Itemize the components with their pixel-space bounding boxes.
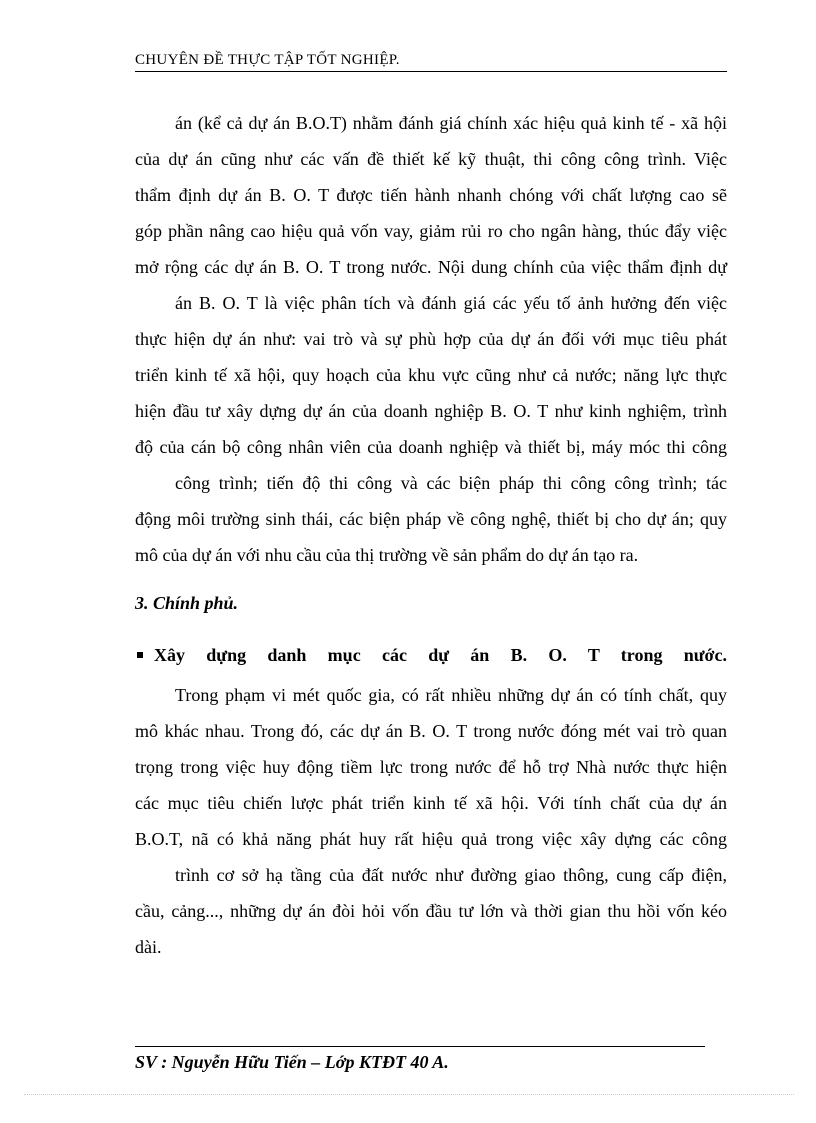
text-line: mô của dự án với nhu cầu của thị trường về sản phẩm do dự án tạo ra. <box>135 545 639 565</box>
text-line: án B. O. T là việc phân tích và đánh giá các yếu tố ảnh hưởng đến việc <box>175 293 727 313</box>
text-line: của dự án cũng như các vấn đề thiết kế kỹ thuật, thi công công trình. Việc <box>135 149 727 169</box>
text-line: thực hiện dự án như: vai trò và sự phù hợp của dự án đối với mục tiêu phát <box>135 329 727 349</box>
text-line: trọng trong việc huy động tiềm lực trong nước để hỗ trợ Nhà nước thực hiện <box>135 757 727 777</box>
text-line: án (kể cả dự án B.O.T) nhằm đánh giá chính xác hiệu quả kinh tế - xã hội <box>175 113 727 133</box>
footer-divider <box>135 1046 705 1047</box>
square-bullet-icon <box>137 652 143 658</box>
text-line: góp phần nâng cao hiệu quả vốn vay, giảm rủi ro cho ngân hàng, thúc đẩy việc <box>135 221 727 241</box>
text-line: triển kinh tế xã hội, quy hoạch của khu vực cũng như cả nước; năng lực thực <box>135 365 727 385</box>
text-line: mô khác nhau. Trong đó, các dự án B. O. T trong nước đóng mét vai trò quan <box>135 721 727 741</box>
text-line: cầu, cảng..., những dự án đòi hỏi vốn đầu tư lớn và thời gian thu hồi vốn kéo <box>135 901 727 921</box>
page-footer: SV : Nguyễn Hữu Tiến – Lớp KTĐT 40 A. <box>135 1052 449 1072</box>
text-line: công trình; tiến độ thi công và các biện pháp thi công công trình; tác <box>175 473 727 493</box>
bullet-text: Xây dựng danh mục các dự án B. O. T trong nước. <box>154 645 727 665</box>
text-line: dài. <box>135 937 162 957</box>
page-bottom-edge <box>24 1094 794 1095</box>
text-line: động môi trường sinh thái, các biện pháp về công nghệ, thiết bị cho dự án; quy <box>135 509 727 529</box>
text-line: Trong phạm vi mét quốc gia, có rất nhiều những dự án có tính chất, quy <box>175 685 727 705</box>
text-line: thẩm định dự án B. O. T được tiến hành nhanh chóng với chất lượng cao sẽ <box>135 185 727 205</box>
text-line: B.O.T, nã có khả năng phát huy rất hiệu quả trong việc xây dựng các công <box>135 829 727 849</box>
text-line: độ của cán bộ công nhân viên của doanh nghiệp và thiết bị, máy móc thi công <box>135 437 727 457</box>
page-header: CHUYÊN ĐỀ THỰC TẬP TỐT NGHIỆP. <box>135 52 727 72</box>
text-line: mở rộng các dự án B. O. T trong nước. Nội dung chính của việc thẩm định dự <box>135 257 727 277</box>
text-line: hiện đầu tư xây dựng dự án của doanh nghiệp B. O. T như kinh nghiệm, trình <box>135 401 727 421</box>
text-line: trình cơ sở hạ tầng của đất nước như đường giao thông, cung cấp điện, <box>175 865 727 885</box>
bullet-item <box>135 643 727 667</box>
text-line: các mục tiêu chiến lược phát triển kinh tế xã hội. Với tính chất của dự án <box>135 793 727 813</box>
section-heading: 3. Chính phủ. <box>135 593 239 613</box>
